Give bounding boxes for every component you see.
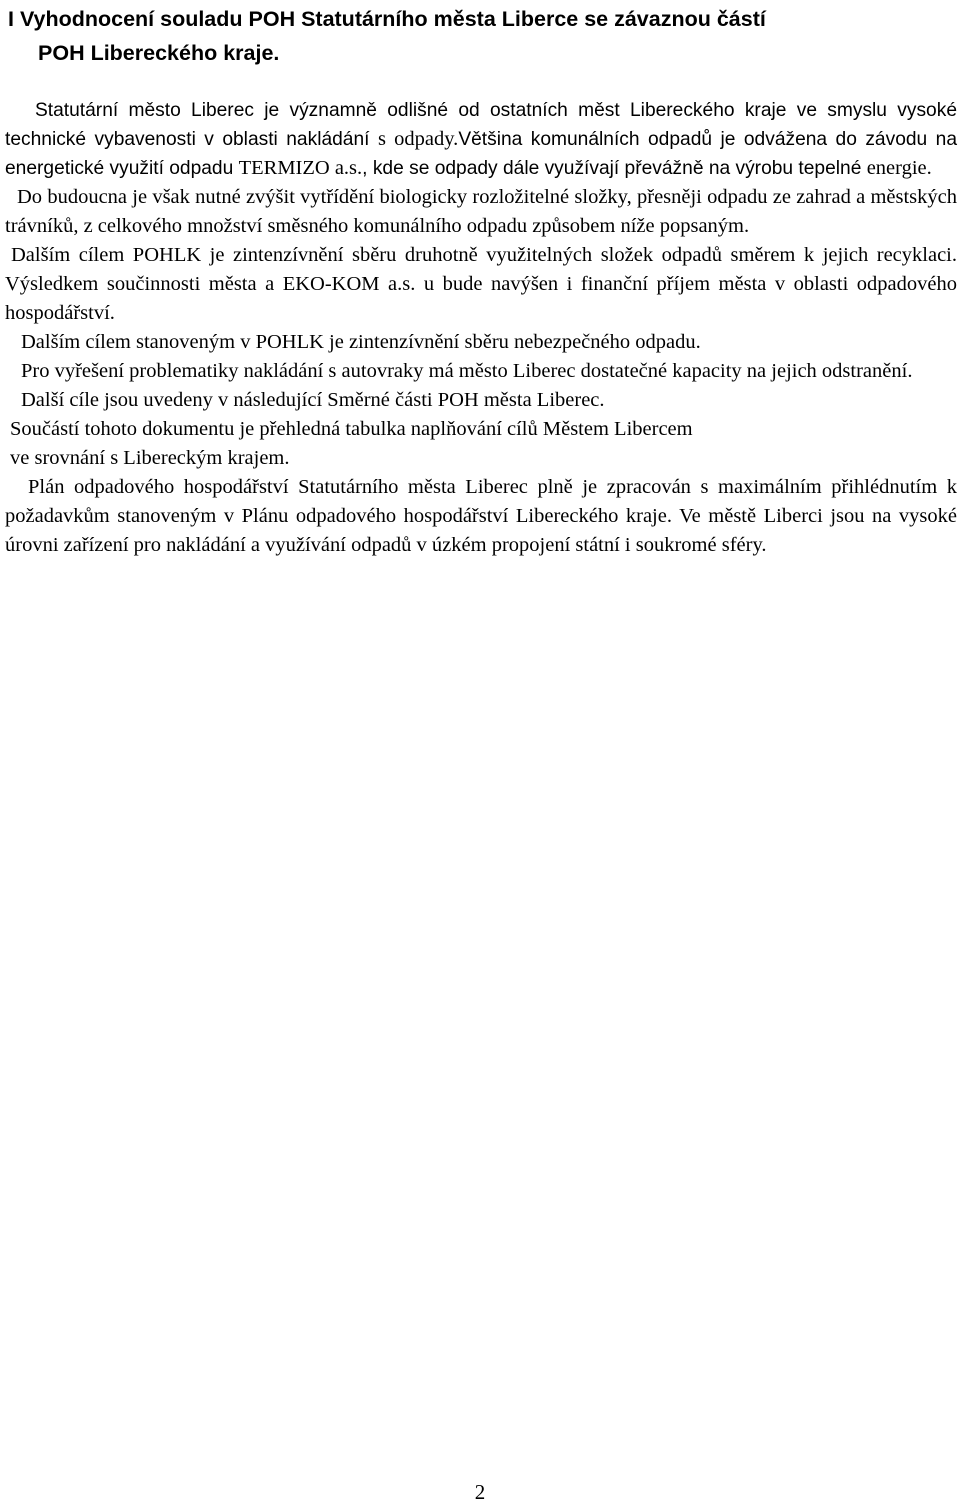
paragraph-intro-part-4: TERMIZO a.s. [238,157,363,179]
paragraph-biowaste: Do budoucna je však nutné zvýšit vytřídění biologicky rozložitelné složky, přesněji odpadu ze zahrad a městských trávníků, z celkového množství směsného komunálního odpadu způsobem níže popsaným. [5,186,957,237]
overview-line-2: ve srovnání s Libereckým krajem. [10,447,290,469]
overview-line-1: Součástí tohoto dokumentu je přehledná tabulka naplňování cílů Městem Libercem [10,418,693,440]
document-body [5,96,957,560]
paragraph-overview-table [5,415,957,473]
paragraph-waste-plan: Plán odpadového hospodářství Statutárního města Liberec plně je zpracován s maximálním přihlédnutím k požadavkům stanoveným v Plánu odpadového hospodářství Libereckého kraje. Ve městě Liberci jsou na vysoké úrovni zařízení pro nakládání a využívání odpadů v úzkém propojení státní i soukromé sféry. [5,476,957,556]
page-title [8,2,953,70]
paragraph-recycling: Dalším cílem POHLK je zintenzívnění sběru druhotně využitelných složek odpadů směrem k jejich recyklaci. Výsledkem součinnosti města a EKO-KOM a.s. u bude navýšen i finanční příjem města v oblasti odpadového hospodářství. [5,244,957,324]
paragraph-intro-part-2: s odpady. [377,128,459,150]
page-number: 2 [474,1480,486,1504]
paragraph-intro-part-6: energie. [866,157,932,179]
paragraph-car-wrecks: Pro vyřešení problematiky nakládání s autovraky má město Liberec dostatečné kapacity na jejich odstranění. [21,360,913,382]
paragraph-intro-part-1: Statutární město Liberec je významně odlišné od ostatních měst Libereckého kraje ve smyslu vysoké technické vybavenosti v oblasti nakládání [5,100,957,150]
title-line-1: I Vyhodnocení souladu POH Statutárního města Liberce se závaznou částí [8,7,766,31]
paragraph-intro [5,96,957,183]
paragraph-intro-part-5: , kde se odpady dále využívají převážně na výrobu tepelné [362,158,867,179]
paragraph-further-goals: Další cíle jsou uvedeny v následující Směrné části POH města Liberec. [21,389,605,411]
paragraph-intro-part-3: Většina komunálních odpadů je odvážena do závodu na energetické využití odpadu [5,129,958,179]
title-line-2: POH Libereckého kraje. [38,41,280,65]
paragraph-hazardous-waste: Dalším cílem stanoveným v POHLK je zintenzívnění sběru nebezpečného odpadu. [21,331,701,353]
